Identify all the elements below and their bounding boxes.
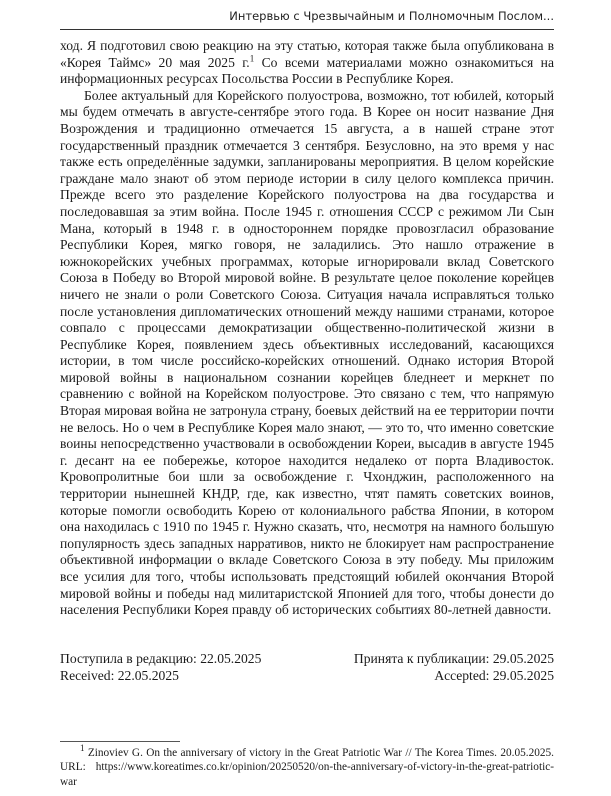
paragraph-1 [60,38,554,88]
footnote-ref[interactable]: 1 [249,53,255,64]
accepted-date-ru: Принята к публикации: 29.05.2025 [353,651,554,666]
footnote [60,743,554,789]
paragraph-1-end: Со всеми материалами можно ознакомиться на информационных ресурсах Посольства России в Республике Корея. [60,54,554,87]
paragraph-1-start: ход. Я подготовил свою реакцию на эту статью, которая также была опубликована в «Корея Таймс» 20 мая 2025 г. [60,38,554,70]
running-title: Интервью с Чрезвычайным и Полномочным Послом... [229,9,554,23]
footnote-text[interactable]: Zinoviev G. On the anniversary of victory in the Great Patriotic War // The Korea Times. 20.05.2025. URL: https://www.koreatimes.co.kr/opinion/20250520/on-the-anniversary-of-victory-in-the-great-patriotic-war [60,747,554,788]
footnote-number: 1 [80,743,85,754]
accepted-date-en: Accepted: 29.05.2025 [434,667,554,683]
article-body [60,38,554,619]
dates-row-ru [60,651,554,668]
footnote-body [60,743,554,789]
dates-row-en [60,668,554,685]
footnote-rule [60,741,180,742]
publication-dates [60,651,554,684]
paragraph-2: Более актуальный для Корейского полуострова, возможно, тот юбилей, который мы будем отмечать в августе-сентябре этого года. В Корее он носит название Дня Возрождения и традиционно отмечается 15 августа, а в нашей стране этот государственный праздник отмечается 3 сентября. Безусловно, на это время у нас также есть определённые задумки, запланированы мероприятия. В целом корейские граждане мало знают об этом периоде истории в силу целого комплекса причин. Прежде всего это разделение Корейского полуострова на два государства и последовавшая за этим война. После 1945 г. отношения СССР с режимом Ли Сын Мана, который в 1948 г. в одностороннем порядке провозгласил образование Республики Корея, мягко говоря, не заладились. Это нашло отражение в южнокорейских учебных программах, которые игнорировали вклад Советского Союза в Победу во Второй мировой войне. В результате целое поколение корейцев ничего не знали о роли Советского Союза. Ситуация начала исправляться только после установления дипломатических отношений между нашими странами, которое совпало с процессами демократизации общественно-политической жизни в Республике Корея, появлением здесь объективных исследований, касающихся истории, в том числе российско-корейских отношений. Однако история Второй мировой войны в национальном сознании корейцев бледнеет и меркнет по сравнению с войной на Корейском полуострове. Это связано с тем, что напрямую Вторая мировая война не затронула страну, боевых действий на ее территории почти не велось. Но о чем в Республике Корея мало знают, — это то, что именно советские воины непосредственно участвовали в освобождении Кореи, высадив в августе 1945 г. десант на ее побережье, которое находится недалеко от порта Владивосток. Кровопролитные бои шли за освобождение г. Чхонджин, расположенного на территории нынешней КНДР, где, как известно, чтят память советских воинов, которые помогли освободить Корею от колониального рабства Японии, в котором она находилась с 1910 по 1945 г. Нужно сказать, что, несмотря на намного большую популярность здесь западных нарративов, никто не блокирует нам распространение объективной информации о вкладе Советского Союза в эту победу. Мы приложим все усилия для того, чтобы использовать предстоящий юбилей окончания Второй мировой войны и победы над милитаристской Японией для того, чтобы донести до населения Республики Корея правду об исторических событиях 80-летней давности. [60,87,554,618]
received-date-ru: Поступила в редакцию: 22.05.2025 [60,651,262,666]
header-rule [60,29,554,30]
received-date-en: Received: 22.05.2025 [60,667,179,683]
